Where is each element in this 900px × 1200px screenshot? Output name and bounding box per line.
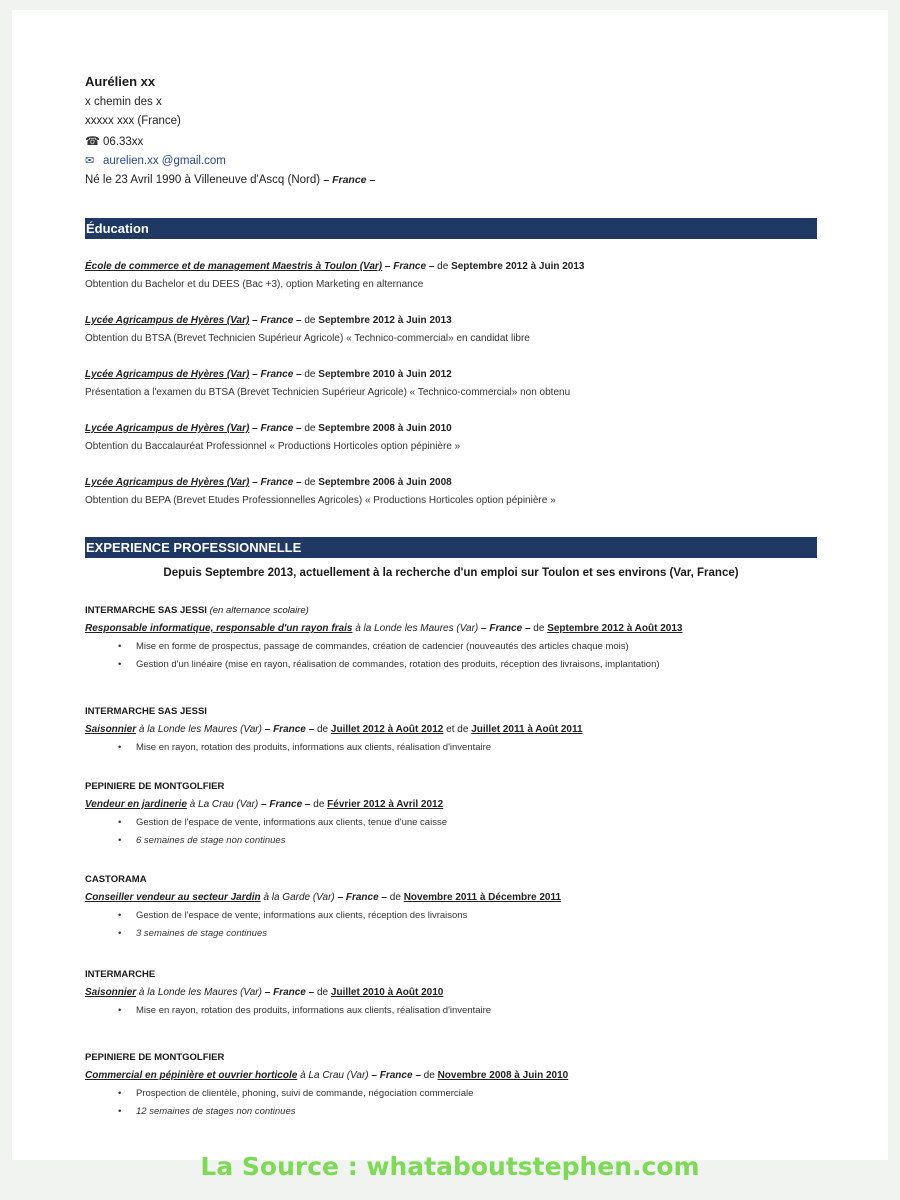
job-location: à la Londe les Maures (Var) <box>136 724 265 735</box>
bullet-icon: • <box>118 835 122 846</box>
job-task-text: Gestion de l'espace de vente, informations aux clients, réception des livraisons <box>136 910 468 921</box>
education-description: Obtention du BTSA (Brevet Technicien Supérieur Agricole) « Technico-commercial» en candidat libre <box>85 333 530 344</box>
bullet-icon: • <box>118 817 122 828</box>
job-entry <box>85 873 817 945</box>
job-role: Saisonnier <box>85 724 137 735</box>
job-task-text: Mise en rayon, rotation des produits, informations aux clients, réalisation d'inventaire <box>136 1005 492 1016</box>
date-prefix: de <box>314 724 331 735</box>
company-name: CASTORAMA <box>85 874 147 885</box>
job-task-note <box>118 927 817 940</box>
job-task <box>118 816 817 829</box>
job-role: Conseiller vendeur au secteur Jardin <box>85 892 261 903</box>
job-task-list <box>85 816 817 847</box>
phone-icon: ☎ <box>85 134 100 148</box>
email-line <box>85 154 226 167</box>
education-entry <box>85 422 817 453</box>
phone-line <box>85 134 143 148</box>
education-dates: Septembre 2012 à Juin 2013 <box>451 261 585 272</box>
school-name: École de commerce et de management Maestris à Toulon (Var) <box>85 261 383 272</box>
education-dates: Septembre 2012 à Juin 2013 <box>318 315 452 326</box>
job-task <box>118 1004 817 1017</box>
bullet-icon: • <box>118 742 122 753</box>
job-task-note-text: 3 semaines de stage continues <box>136 928 267 939</box>
role-line <box>85 723 817 736</box>
education-entry-title <box>85 422 817 435</box>
job-task <box>118 640 817 653</box>
bullet-icon: • <box>118 659 122 670</box>
job-task <box>118 658 817 671</box>
school-name: Lycée Agricampus de Hyères (Var) <box>85 477 250 488</box>
company-line <box>85 873 817 886</box>
education-description: Obtention du BEPA (Brevet Etudes Professionnelles Agricoles) « Productions Horticoles option pépinière » <box>85 495 556 506</box>
education-entry <box>85 314 817 345</box>
role-line <box>85 622 817 635</box>
job-task-text: Mise en forme de prospectus, passage de commandes, création de cadencier (nouveautés des articles chaque mois) <box>136 641 629 652</box>
job-task-text: Mise en rayon, rotation des produits, informations aux clients, réalisation d'inventaire <box>136 742 492 753</box>
date-prefix: de <box>304 477 319 488</box>
company-name: INTERMARCHE SAS JESSI <box>85 605 207 616</box>
role-line <box>85 798 817 811</box>
school-country: – France – <box>382 261 438 272</box>
date-joiner: et de <box>443 724 472 735</box>
school-country: – France – <box>249 477 305 488</box>
job-task-list <box>85 1087 817 1118</box>
phone-number: 06.33xx <box>103 136 144 148</box>
job-task <box>118 1087 817 1100</box>
job-task-list <box>85 741 817 754</box>
education-dates: Septembre 2006 à Juin 2008 <box>318 477 452 488</box>
education-entry-title <box>85 476 817 489</box>
company-name: PEPINIERE DE MONTGOLFIER <box>85 781 225 792</box>
company-line <box>85 968 817 981</box>
job-dates: Juillet 2012 à Août 2012 <box>330 724 444 735</box>
education-entry <box>85 368 817 399</box>
experience-statement: Depuis Septembre 2013, actuellement à la recherche d'un emploi sur Toulon et ses environs (Var, France) <box>163 567 739 579</box>
address-line-2: xxxxx xxx (France) <box>85 115 181 127</box>
job-task-note-text: 12 semaines de stages non continues <box>136 1106 296 1117</box>
job-location: à la Londe les Maures (Var) <box>352 623 482 634</box>
education-dates: Septembre 2008 à Juin 2010 <box>318 423 452 434</box>
role-line <box>85 986 817 999</box>
education-entry <box>85 476 817 507</box>
bullet-icon: • <box>118 1005 122 1016</box>
job-dates: Juillet 2010 à Août 2010 <box>330 987 444 998</box>
job-task-list <box>85 909 817 940</box>
job-location: à la Londe les Maures (Var) <box>136 987 265 998</box>
job-country: – France – <box>481 623 531 634</box>
company-name: INTERMARCHE SAS JESSI <box>85 706 207 717</box>
company-note: (en alternance scolaire) <box>206 605 309 616</box>
date-prefix: de <box>310 799 328 810</box>
education-heading: Éducation <box>85 218 817 239</box>
date-prefix: de <box>304 315 319 326</box>
job-country: – France – <box>337 892 387 903</box>
job-dates: Septembre 2012 à Août 2013 <box>547 623 683 634</box>
bullet-icon: • <box>118 928 122 939</box>
company-line <box>85 604 817 617</box>
mail-icon: ✉ <box>85 155 95 167</box>
date-prefix: de <box>304 423 319 434</box>
job-location: à La Crau (Var) <box>186 799 261 810</box>
date-prefix: de <box>420 1070 438 1081</box>
job-dates: Novembre 2008 à Juin 2010 <box>437 1070 569 1081</box>
date-prefix: de <box>387 892 404 903</box>
education-entry-title <box>85 368 817 381</box>
job-task-text: Gestion d'un linéaire (mise en rayon, réalisation de commandes, rotation des produits, réception des livraisons, implantation) <box>136 659 660 670</box>
company-name: PEPINIERE DE MONTGOLFIER <box>85 1052 225 1063</box>
school-country: – France – <box>249 369 305 380</box>
job-role: Commercial en pépinière et ouvrier horticole <box>85 1070 298 1081</box>
source-credit: La Source : whataboutstephen.com <box>200 1152 700 1181</box>
company-name: INTERMARCHE <box>85 969 156 980</box>
job-task <box>118 909 817 922</box>
date-prefix: de <box>437 261 452 272</box>
job-entry <box>85 780 817 852</box>
date-prefix: de <box>530 623 548 634</box>
job-task-list <box>85 640 817 671</box>
education-description: Présentation a l'examen du BTSA (Brevet Technicien Supérieur Agricole) « Technico-commercial» non obtenu <box>85 387 571 398</box>
job-entry <box>85 705 817 759</box>
school-name: Lycée Agricampus de Hyères (Var) <box>85 315 250 326</box>
company-line <box>85 705 817 718</box>
job-dates: Février 2012 à Avril 2012 <box>327 799 444 810</box>
bullet-icon: • <box>118 1088 122 1099</box>
job-dates: Novembre 2011 à Décembre 2011 <box>403 892 562 903</box>
job-role: Responsable informatique, responsable d'un rayon frais <box>85 623 353 634</box>
cv-page <box>12 10 888 1160</box>
job-location: à la Garde (Var) <box>260 892 338 903</box>
role-line <box>85 891 817 904</box>
job-country: – France – <box>371 1070 421 1081</box>
date-prefix: de <box>314 987 331 998</box>
education-dates: Septembre 2010 à Juin 2012 <box>318 369 452 380</box>
candidate-name: Aurélien xx <box>85 74 156 89</box>
job-task <box>118 741 817 754</box>
job-task-note <box>118 834 817 847</box>
education-entry-title <box>85 314 817 327</box>
job-task-note <box>118 1105 817 1118</box>
job-location: à La Crau (Var) <box>297 1070 372 1081</box>
company-line <box>85 1051 817 1064</box>
company-line <box>85 780 817 793</box>
job-role: Saisonnier <box>85 987 137 998</box>
education-description: Obtention du Bachelor et du DEES (Bac +3), option Marketing en alternance <box>85 279 424 290</box>
job-role: Vendeur en jardinerie <box>85 799 187 810</box>
address-line-1: x chemin des x <box>85 96 162 108</box>
birth-text: Né le 23 Avril 1990 à Villeneuve d'Ascq (Nord) <box>85 174 321 186</box>
job-task-text: Gestion de l'espace de vente, informations aux clients, tenue d'une caisse <box>136 817 447 828</box>
education-entry <box>85 260 817 291</box>
job-task-list <box>85 1004 817 1017</box>
school-name: Lycée Agricampus de Hyères (Var) <box>85 423 250 434</box>
school-country: – France – <box>249 315 305 326</box>
school-name: Lycée Agricampus de Hyères (Var) <box>85 369 250 380</box>
date-prefix: de <box>304 369 319 380</box>
experience-heading: EXPERIENCE PROFESSIONNELLE <box>85 537 817 558</box>
education-description: Obtention du Baccalauréat Professionnel « Productions Horticoles option pépinière » <box>85 441 461 452</box>
school-country: – France – <box>249 423 305 434</box>
birth-line <box>85 174 375 186</box>
job-entry <box>85 968 817 1022</box>
job-task-text: Prospection de clientèle, phoning, suivi de commande, négociation commerciale <box>136 1088 474 1099</box>
job-country: – France – <box>264 724 315 735</box>
role-line <box>85 1069 817 1082</box>
bullet-icon: • <box>118 1106 122 1117</box>
bullet-icon: • <box>118 910 122 921</box>
bullet-icon: • <box>118 641 122 652</box>
job-entry <box>85 1051 817 1123</box>
job-country: – France – <box>264 987 315 998</box>
job-dates-2: Juillet 2011 à Août 2011 <box>471 724 583 735</box>
job-task-note-text: 6 semaines de stage non continues <box>136 835 286 846</box>
education-entry-title <box>85 260 817 273</box>
job-country: – France – <box>261 799 311 810</box>
birth-country: – France – <box>323 174 376 186</box>
job-entry <box>85 604 817 676</box>
email-link[interactable]: aurelien.xx @gmail.com <box>103 155 226 167</box>
